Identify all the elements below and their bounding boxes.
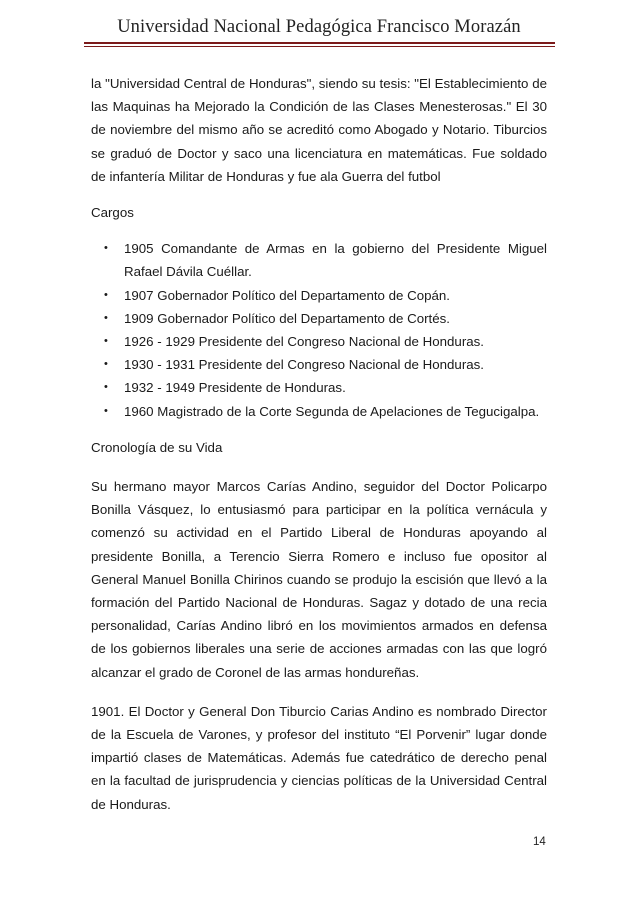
page-number: 14 xyxy=(533,836,546,848)
list-item-text: 1932 - 1949 Presidente de Honduras. xyxy=(124,380,346,396)
list-item xyxy=(91,353,547,376)
list-item xyxy=(91,307,547,330)
list-item xyxy=(91,376,547,399)
list-item-text: 1909 Gobernador Político del Departamento de Cortés. xyxy=(124,310,450,326)
list-item-text: 1905 Comandante de Armas en la gobierno del Presidente Miguel Rafael Dávila Cuéllar. xyxy=(124,241,547,280)
bullet-icon: • xyxy=(104,404,108,417)
year-1901-paragraph: 1901. El Doctor y General Don Tiburcio Carias Andino es nombrado Director de la Escuela de Varones, y profesor del instituto “El Porvenir” lugar donde impartió clases de Matemáticas. Además fue catedrático de derecho penal en la facultad de jurisprudencia y ciencias políticas de la Universidad Central de Honduras. xyxy=(91,703,547,812)
list-item xyxy=(91,330,547,353)
list-item-text: 1926 - 1929 Presidente del Congreso Nacional de Honduras. xyxy=(124,334,484,350)
cronologia-paragraph: Su hermano mayor Marcos Carías Andino, seguidor del Doctor Policarpo Bonilla Vásquez, lo entusiasmó para participar en la política vernácula y comenzó su actividad en el Partido Liberal de Honduras apoyando al presidente Bonilla, a Terencio Sierra Romero e incluso fue opositor al General Manuel Bonilla Chirinos cuando se produjo la escisión que llevó a la formación del Partido Nacional de Honduras. Sagaz y dotado de una recia personalidad, Carías Andino libró en los movimientos armados en defensa de los gobiernos liberales una serie de acciones armadas con las que logró alcanzar el grado de Coronel de las armas hondureñas. xyxy=(91,479,547,680)
bullet-icon: • xyxy=(104,381,108,394)
intro-paragraph: la "Universidad Central de Honduras", siendo su tesis: "El Establecimiento de las Maquinas ha Mejorado la Condición de las Clases Menesterosas." El 30 de noviembre del mismo año se acreditó como Abogado y Notario. Tiburcios se graduó de Doctor y saco una licenciatura en matemáticas. Fue soldado de infantería Militar de Honduras y fue ala Guerra del futbol xyxy=(91,76,547,184)
header-rule-thick xyxy=(84,42,555,44)
list-item-text: 1930 - 1931 Presidente del Congreso Nacional de Honduras. xyxy=(124,357,484,373)
page-header xyxy=(0,0,638,64)
bullet-icon: • xyxy=(104,358,108,371)
list-item xyxy=(91,400,547,423)
list-item-text: 1907 Gobernador Político del Departamento de Copán. xyxy=(124,287,450,303)
bullet-icon: • xyxy=(104,311,108,324)
list-item xyxy=(91,284,547,307)
bullet-icon: • xyxy=(104,288,108,301)
header-rule-thin xyxy=(84,46,555,47)
cargos-list xyxy=(91,237,547,423)
section-heading-cargos: Cargos xyxy=(91,205,134,221)
header-title: Universidad Nacional Pedagógica Francisco Morazán xyxy=(117,17,521,37)
list-item xyxy=(91,237,547,283)
list-item-text: 1960 Magistrado de la Corte Segunda de Apelaciones de Tegucigalpa. xyxy=(124,403,540,419)
page-body xyxy=(91,72,547,816)
bullet-icon: • xyxy=(104,242,108,255)
bullet-icon: • xyxy=(104,335,108,348)
section-heading-cronologia: Cronología de su Vida xyxy=(91,439,223,455)
